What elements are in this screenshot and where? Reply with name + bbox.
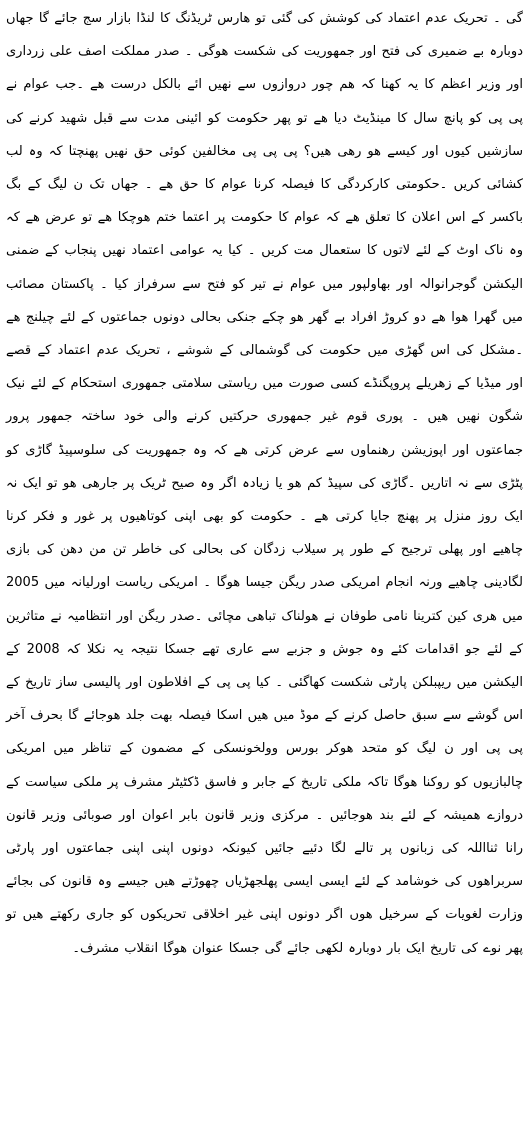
article-line: سلوسپیڈ گاڑی کو پٹڑی سے نہ اتاریں ۔گاڑی کی سپیڈ کم ھو یا زیادہ اگر وہ صیح: [6, 442, 523, 491]
article-line: کے اس گوشے سے سبق حاصل کرنے کے موڈ میں ھیں اسکا فیصلہ بھت جلد ھوجائے گا: [6, 675, 523, 724]
article-line: مشرف پر ملکی سیاست کے دروازے ھمیشہ کے لئے بند ھوجائیں ۔ مرکزی وزیر قانون: [6, 774, 523, 823]
article-line: گا جھاں دوبارہ بے ضمیری کی فتح اور جمھوریت کی شکست ھوگی ۔ صدر مملکت: [6, 11, 523, 60]
article-line: لئے نیک شگون نھیں ھیں ۔ پوری قوم غیر جمھوری حرکتیں کرنے والی خود ساختہ: [6, 376, 523, 425]
article-line: اقدامات کئے وہ جوش و جزبے سے عاری تھے جسکا نتیجہ یہ نکلا کہ 2008 کے الیکشن: [6, 641, 523, 691]
article-body: [6, 2, 523, 965]
article-line: میں ریپبلکن پارٹی شکست کھاگئی ۔ کیا پی پی کے افلاطون اور پالیسی ساز تاریخ: [19, 675, 478, 691]
article-line: ستعمال مت کریں ۔ کیا یہ عوامی اعتماد نھیں پنجاب کے ضمنی الیکشن گوجرانوالہ اور: [6, 243, 523, 292]
article-line: بابر اعوان اور صوبائی وزیر قانون رانا ثنااللہ کی زبانوں پر تالے لگا دئیے جائیں: [6, 807, 523, 857]
article-line: تناظر میں امریکی چالبازیوں کو روکنا ھوگا تاکہ ملکی تاریخ کے جابر و فاسق ڈکٹیٹر: [6, 741, 524, 790]
article-line: ایسی پھلجھڑیاں چھوڑتے ھیں جیسے وہ قانون کی بجائے وزارت لغویات کے سرخیل: [6, 874, 524, 923]
article-line: ائینی مدت سے قبل شھید کرنے کی سازشیں کیوں اور کیسے ھو رھی ھیں؟ پی پی پی: [6, 110, 524, 159]
article-line: مخالفین کوئی حق نھیں پھنچتا کہ وہ لب کشائی کریں ۔حکومتی کارکردگی کا فیصلہ: [6, 143, 523, 193]
article-line: بحرف آخر پی پی اور ن لیگ کو متحد ھوکر بورس وولخونسکی کے مضمون کے: [6, 708, 524, 757]
article-line: کا حکومت پر اعتما ختم ھوچکا ھے تو عرض ھے کہ وہ ناک اوٹ کے لئے لاتوں کا: [6, 210, 523, 259]
article-line: میڈیا کے زھریلے پروپگنڈے کسی صورت میں ریاستی سلامتی جمھوری استحکام کے: [46, 376, 502, 392]
article-line: اپنی کوتاھیوں پر غور و فکر کرنا چاھیے اور پھلی ترجیح کے طور پر سیلاب زدگان: [6, 509, 523, 558]
article-line: ایک بار دوبارہ لکھی جائے گی جسکا عنوان ھوگا انقلاب مشرف۔: [72, 940, 425, 956]
article-line: اصف علی زرداری اور وزیر اعظم کا یہ کھنا کہ ھم چور دروازوں سے نھیں ائے بالکل: [6, 44, 523, 93]
article-line: بھاولپور میں عوام نے تیر کو فتح سے سرفراز کیا ۔ پاکستان مصائب میں گھرا ھوا ھے: [6, 276, 523, 325]
article-line: کرنا عوام کا حق ھے ۔ جھاں تک ن لیگ کے بگ باکسر کے اس اعلان کا تعلق ھے کہ عوام: [6, 177, 523, 226]
article-line: جمھور پرور جماعتوں اور اپوزیشن رھنماوں سے عرض کرتی ھے کہ وہ جمھوریت کی: [6, 409, 524, 458]
article-line: گی ۔ تحریک عدم اعتماد کی کوشش کی گئی تو ھارس ٹریڈنگ کا لنڈا بازار سج جائے: [48, 11, 523, 26]
article-line: کی اس گھڑی میں حکومت کی گوشمالی کے شوشے ، تحریک عدم اعتماد کے قصے اور: [6, 343, 523, 392]
article-line: دو کروڑ افراد بے گھر ھو چکے جنکی بحالی دونوں جماعتوں کے لئے چیلنج ھے ۔مشکل: [6, 309, 523, 359]
article-line: کیونکہ دونوں اپنی اپنی جماعتوں اور پارٹی سربراھوں کی خوشامد کے لئے ایسی: [6, 841, 523, 890]
article-line: ھوں اگر دونوں اپنی غیر اخلاقی تحریکوں کو جاری رکھتے ھیں تو پھر نوے کی تاریخ: [6, 907, 523, 956]
article-line: کی بحالی کی خاطر تن من دھن کی بازی لگادینی چاھیے ورنہ انجام امریکی صدر: [6, 542, 523, 591]
article-line: ریگن جیسا ھوگا ۔ امریکی ریاست اورلیانہ میں 2005 میں ھری کین کترینا نامی: [6, 575, 523, 624]
article-line: درست ھے ۔جب عوام نے پی پی کو پانچ سال کا مینڈیٹ دیا ھے تو پھر حکومت کو: [6, 77, 524, 126]
article-line: ٹریک پر جارھی ھو تو ایک نہ ایک روز منزل پر پھنچ جایا کرتی ھے ۔ حکومت کو بھی: [6, 475, 523, 525]
article-line: طوفان نے ھولناک تباھی مچائی ۔صدر ریگن اور انتظامیہ نے متاثرین کے لئے جو: [6, 608, 523, 657]
